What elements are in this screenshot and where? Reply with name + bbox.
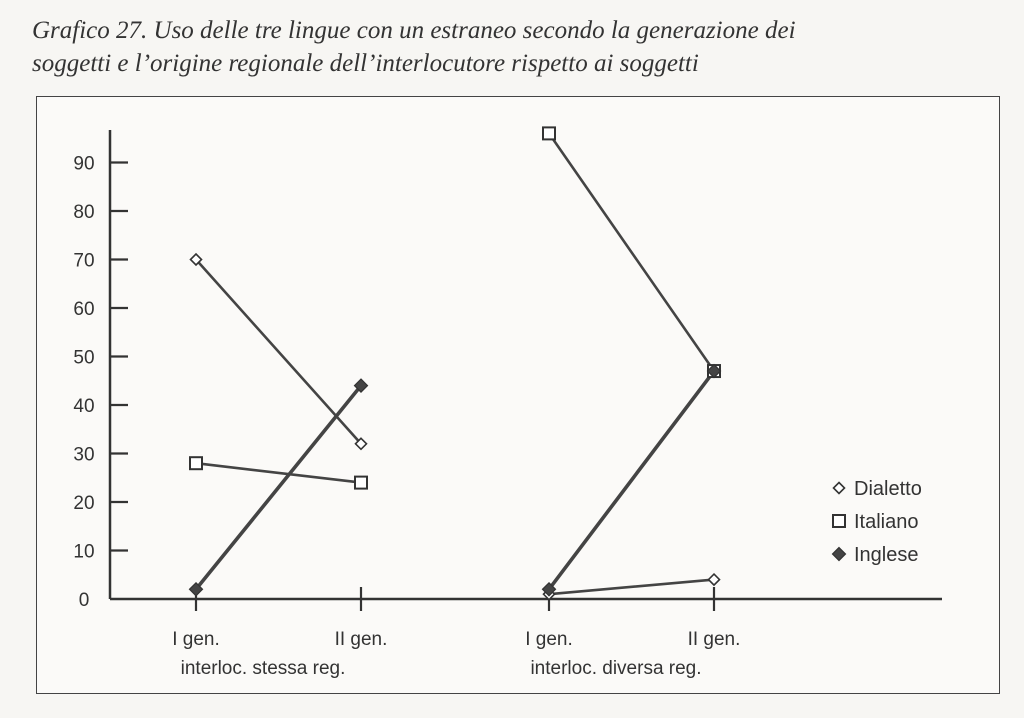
data-point-italiano — [355, 477, 367, 489]
x-group-label: interloc. diversa reg. — [530, 658, 702, 679]
legend — [833, 478, 922, 566]
y-tick-label: 80 — [73, 202, 95, 223]
series-line-inglese — [549, 371, 714, 589]
legend-marker-dialetto — [834, 483, 845, 494]
caption-line-1: Grafico 27. Uso delle tre lingue con un estraneo secondo la generazione dei — [32, 17, 796, 44]
y-tick-label: 40 — [73, 396, 95, 417]
series-line-italiano — [196, 463, 361, 482]
x-group-label: interloc. stessa reg. — [180, 658, 346, 679]
series-line-italiano — [549, 133, 714, 371]
y-tick-label: 0 — [78, 590, 90, 611]
category-labels — [172, 629, 740, 679]
x-category-label: II gen. — [334, 629, 388, 650]
x-category-label: I gen. — [525, 629, 573, 650]
series-lines — [196, 133, 714, 594]
x-category-label: II gen. — [687, 629, 741, 650]
series-line-dialetto — [549, 580, 714, 595]
data-point-italiano — [190, 457, 202, 469]
caption-line-2: soggetti e l’origine regionale dell’interlocutore rispetto ai soggetti — [32, 50, 699, 77]
data-point-italiano — [543, 127, 555, 139]
y-tick-label: 60 — [73, 299, 95, 320]
y-tick-label: 20 — [73, 493, 95, 514]
legend-label-inglese: Inglese — [854, 544, 919, 566]
data-point-dialetto — [709, 574, 720, 585]
series-markers — [190, 127, 721, 599]
y-tick-label: 10 — [73, 541, 95, 563]
y-tick-label: 50 — [73, 347, 95, 369]
y-tick-label: 90 — [73, 153, 95, 175]
axes — [73, 130, 942, 611]
y-tick-label: 70 — [73, 250, 95, 272]
x-category-label: I gen. — [172, 629, 220, 650]
legend-label-dialetto: Dialetto — [854, 478, 922, 500]
series-line-inglese — [196, 386, 361, 590]
legend-marker-inglese — [833, 548, 846, 561]
legend-marker-italiano — [833, 515, 845, 527]
legend-label-italiano: Italiano — [854, 511, 919, 533]
y-tick-label: 30 — [73, 444, 95, 466]
